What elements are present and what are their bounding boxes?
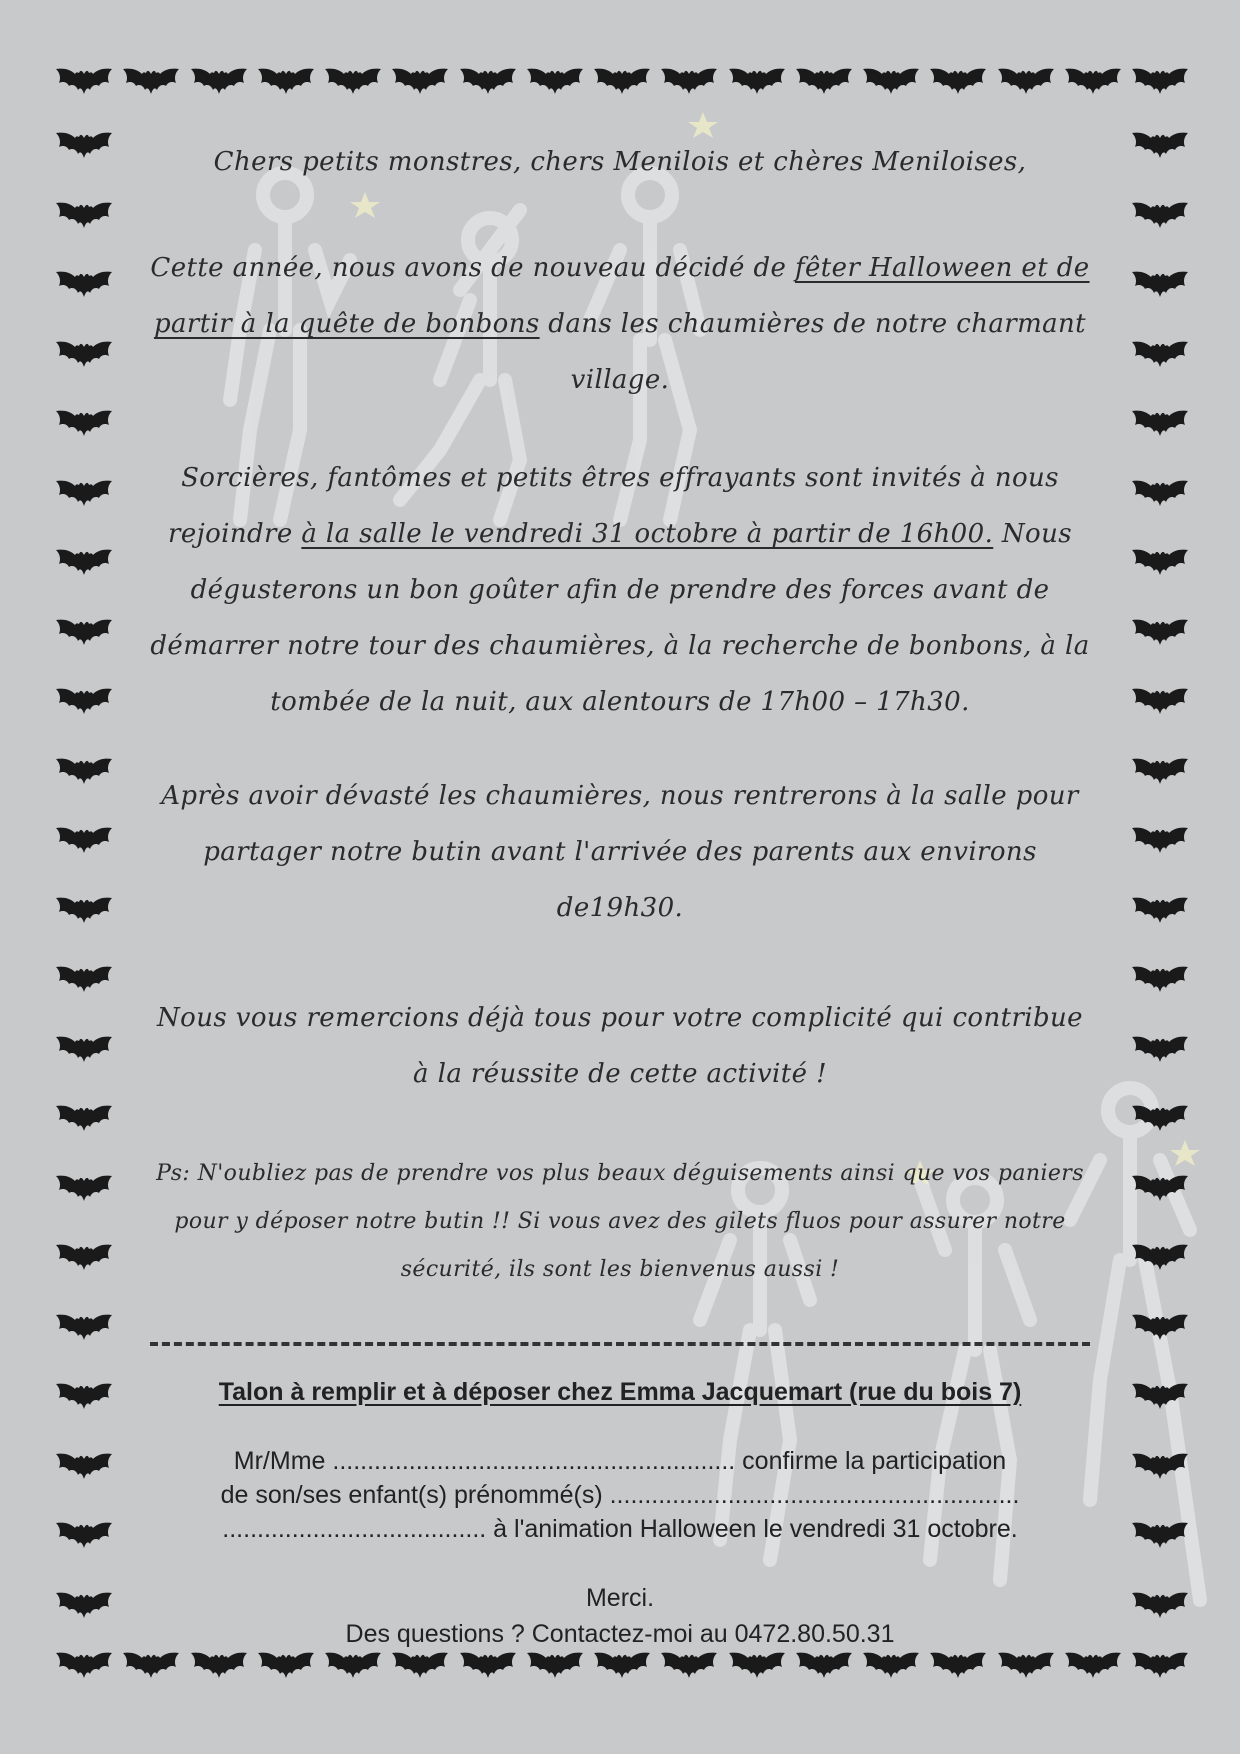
- bat-icon: [191, 66, 247, 96]
- postscript: Ps: N'oubliez pas de prendre vos plus beaux déguisements ainsi que vos paniers pour y déposer notre butin !! Si vous avez des gilets fluos pour assurer notre sécurité, ils sont les bienvenus aussi !: [156, 1161, 1084, 1282]
- bat-icon: [325, 66, 381, 96]
- bat-icon: [1132, 756, 1188, 786]
- bat-icon: [392, 1650, 448, 1680]
- bat-icon: [56, 686, 112, 716]
- bat-icon: [56, 1242, 112, 1272]
- bat-icon: [796, 66, 852, 96]
- bat-icon: [527, 1650, 583, 1680]
- paragraph-invitation-text: Cette année, nous avons de nouveau décidé de: [150, 253, 795, 283]
- paragraph-meeting: [150, 450, 1090, 730]
- bat-icon: [1132, 1590, 1188, 1620]
- bat-icon: [1132, 895, 1188, 925]
- paragraph-thanks: Nous vous remercions déjà tous pour votre complicité qui contribue à la réussite de cette activité !: [157, 1003, 1083, 1089]
- bat-icon: [729, 1650, 785, 1680]
- bat-icon: [392, 66, 448, 96]
- bat-icon: [1132, 1381, 1188, 1411]
- bat-icon: [863, 1650, 919, 1680]
- bat-icon: [56, 756, 112, 786]
- bat-icon: [661, 1650, 717, 1680]
- bat-icon: [998, 1650, 1054, 1680]
- bat-icon: [1132, 686, 1188, 716]
- bat-icon: [1132, 964, 1188, 994]
- bat-icon: [56, 339, 112, 369]
- bat-icon: [1132, 408, 1188, 438]
- bat-icon: [1132, 130, 1188, 160]
- bat-icon: [56, 617, 112, 647]
- bat-icon: [258, 1650, 314, 1680]
- bat-icon: [1132, 1520, 1188, 1550]
- paragraph-invitation-text-end: dans les chaumières de notre charmant village.: [539, 309, 1087, 395]
- paragraph-meeting-text-end: Nous dégusterons un bon goûter afin de prendre des forces avant de démarrer notre tour des chaumières, à la recherche de bonbons, à la tombée de la nuit, aux alentours de 17h00 – 17h30.: [150, 519, 1090, 717]
- bat-icon: [56, 1381, 112, 1411]
- bat-icon: [325, 1650, 381, 1680]
- bat-icon: [1132, 617, 1188, 647]
- bat-icon: [460, 66, 516, 96]
- cut-line: [150, 1342, 1090, 1356]
- bat-icon: [123, 66, 179, 96]
- bat-icon: [527, 66, 583, 96]
- paragraph-return: Après avoir dévasté les chaumières, nous rentrerons à la salle pour partager notre butin avant l'arrivée des parents aux environs de19h30.: [161, 781, 1079, 923]
- bat-icon: [56, 66, 112, 96]
- bat-icon: [258, 66, 314, 96]
- bat-icon: [56, 1173, 112, 1203]
- bat-icon: [1132, 825, 1188, 855]
- bat-icon: [1132, 1650, 1188, 1680]
- bat-icon: [1132, 200, 1188, 230]
- bat-icon: [191, 1650, 247, 1680]
- form-line-confirmation[interactable]: ...................................... à l'animation Halloween le vendredi 31 octobre.: [222, 1515, 1018, 1543]
- bat-icon: [863, 66, 919, 96]
- slip-title: Talon à remplir et à déposer chez Emma Jacquemart (rue du bois 7): [218, 1378, 1022, 1406]
- bat-icon: [1132, 1034, 1188, 1064]
- bat-icon: [123, 1650, 179, 1680]
- bat-icon: [56, 1034, 112, 1064]
- bat-icon: [1065, 66, 1121, 96]
- bat-icon: [1132, 1312, 1188, 1342]
- bat-icon: [56, 269, 112, 299]
- bat-icon: [56, 408, 112, 438]
- form-line-children[interactable]: de son/ses enfant(s) prénommé(s) ...........................................................: [220, 1481, 1020, 1509]
- bat-icon: [1132, 1451, 1188, 1481]
- bat-icon: [594, 1650, 650, 1680]
- bat-icon: [729, 66, 785, 96]
- registration-form: [150, 1444, 1090, 1546]
- bat-icon: [1132, 339, 1188, 369]
- bat-icon: [930, 1650, 986, 1680]
- bat-icon: [56, 1650, 112, 1680]
- thanks-text: Merci.: [585, 1584, 655, 1612]
- bat-icon: [56, 130, 112, 160]
- bat-icon: [1132, 66, 1188, 96]
- bat-icon: [998, 66, 1054, 96]
- bat-icon: [1065, 1650, 1121, 1680]
- paragraph-meeting-text: Sorcières, fantômes et petits êtres effrayants sont invités à nous rejoindre: [168, 463, 1059, 549]
- bat-icon: [1132, 1242, 1188, 1272]
- bat-icon: [460, 1650, 516, 1680]
- paragraph-invitation-highlight: fêter Halloween et de partir à la quête de bonbons: [153, 253, 1090, 339]
- bat-icon: [56, 1312, 112, 1342]
- bat-icon: [56, 478, 112, 508]
- bat-icon: [1132, 269, 1188, 299]
- bat-icon: [56, 1590, 112, 1620]
- bat-icon: [661, 66, 717, 96]
- bat-icon: [56, 1520, 112, 1550]
- paragraph-invitation: [150, 240, 1090, 408]
- form-line-parent[interactable]: Mr/Mme .......................................................... confirme la participation: [233, 1447, 1007, 1475]
- bat-icon: [1132, 1103, 1188, 1133]
- bat-icon: [56, 964, 112, 994]
- closing: [150, 1580, 1090, 1652]
- bat-icon: [56, 1103, 112, 1133]
- bat-icon: [56, 200, 112, 230]
- bat-icon: [56, 547, 112, 577]
- bat-icon: [1132, 1173, 1188, 1203]
- bat-icon: [796, 1650, 852, 1680]
- bat-icon: [594, 66, 650, 96]
- bat-icon: [56, 895, 112, 925]
- bat-icon: [56, 1451, 112, 1481]
- paragraph-meeting-highlight: à la salle le vendredi 31 octobre à partir de 16h00.: [301, 519, 994, 549]
- bat-icon: [56, 825, 112, 855]
- bat-icon: [1132, 478, 1188, 508]
- greeting: Chers petits monstres, chers Menilois et chères Meniloises,: [213, 147, 1027, 177]
- contact-text: Des questions ? Contactez-moi au 0472.80.50.31: [345, 1620, 895, 1648]
- bat-icon: [1132, 547, 1188, 577]
- bat-icon: [930, 66, 986, 96]
